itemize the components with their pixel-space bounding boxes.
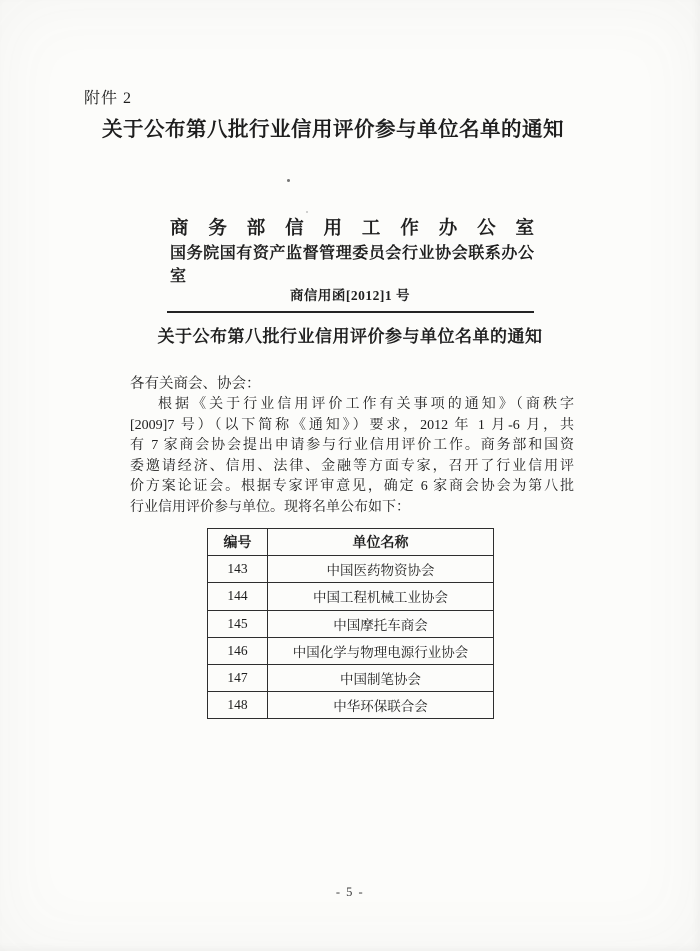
page-number: - 5 - <box>335 885 365 899</box>
table-header-row <box>208 529 494 556</box>
body-line: [2009]7 号）（以下简称《通知》）要求，2012 年 1 月-6 月，共 <box>130 417 574 433</box>
table-row <box>208 556 494 583</box>
attachment-label: 附件 2 <box>84 90 133 107</box>
table-row <box>208 637 494 664</box>
table-header-name: 单位名称 <box>268 529 494 556</box>
unit-no: 148 <box>208 692 268 719</box>
unit-no: 146 <box>208 637 268 664</box>
unit-name: 中国化学与物理电源行业协会 <box>268 637 494 664</box>
body-line: 有 7 家商会协会提出申请参与行业信用评价工作。商务部和国资 <box>130 438 574 454</box>
letterhead-divider <box>167 311 534 313</box>
units-table <box>207 528 494 719</box>
reference-number: 商信用函[2012]1 号 <box>289 288 411 303</box>
body-line: 委邀请经济、信用、法律、金融等方面专家，召开了行业信用评 <box>130 458 574 474</box>
unit-no: 145 <box>208 610 268 637</box>
notice-title: 关于公布第八批行业信用评价参与单位名单的通知 <box>157 327 543 346</box>
document-title: 关于公布第八批行业信用评价参与单位名单的通知 <box>102 119 564 141</box>
unit-name: 中国工程机械工业协会 <box>268 583 494 610</box>
table-row <box>208 692 494 719</box>
unit-name: 中国制笔协会 <box>268 664 494 691</box>
unit-no: 143 <box>208 556 268 583</box>
table-row <box>208 583 494 610</box>
unit-name: 中华环保联合会 <box>268 692 494 719</box>
unit-no: 144 <box>208 583 268 610</box>
salutation: 各有关商会、协会： <box>130 376 261 392</box>
unit-name: 中国摩托车商会 <box>268 610 494 637</box>
body-line: 价方案论证会。根据专家评审意见，确定 6 家商会协会为第八批 <box>130 479 574 495</box>
unit-no: 147 <box>208 664 268 691</box>
body-line: 根据《关于行业信用评价工作有关事项的通知》（商秩字 <box>158 397 574 412</box>
table-row <box>208 610 494 637</box>
body-line: 行业信用评价参与单位。现将名单公布如下： <box>130 499 410 515</box>
notice-body <box>130 395 574 519</box>
unit-name: 中国医药物资协会 <box>268 556 494 583</box>
scan-artifact <box>287 179 290 182</box>
scan-artifact <box>306 211 308 213</box>
table-row <box>208 664 494 691</box>
letterhead-org-line1: 商 务 部 信 用 工 作 办 公 室 <box>170 219 534 239</box>
table-header-no: 编号 <box>208 529 268 556</box>
letterhead-org-line2: 国务院国有资产监督管理委员会行业协会联系办公室 <box>170 245 534 285</box>
